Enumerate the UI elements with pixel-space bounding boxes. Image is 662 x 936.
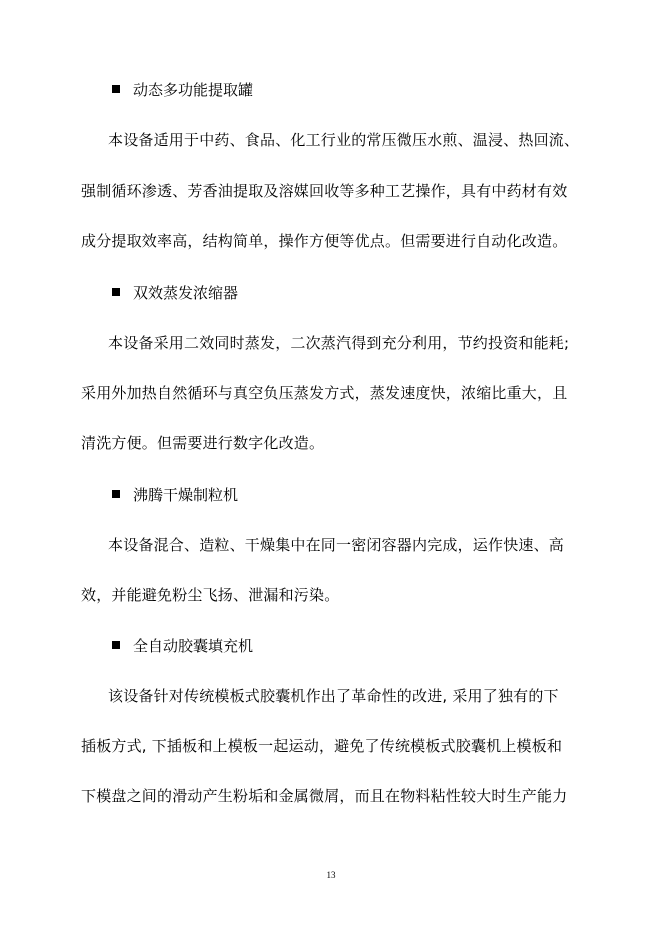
paragraph-line: 本设备适用于中药、食品、化工行业的常压微压水煎、温浸、热回流、	[108, 131, 580, 149]
paragraph-line: 下模盘之间的滑动产生粉垢和金属微屑，而且在物料粘性较大时生产能力	[81, 787, 568, 805]
paragraph-line: 强制循环渗透、芳香油提取及溶媒回收等多种工艺操作，具有中药材有效	[81, 182, 568, 200]
heading-text: 沸腾干燥制粒机	[133, 486, 239, 504]
section-heading	[112, 283, 238, 303]
heading-text: 双效蒸发浓缩器	[133, 284, 239, 302]
paragraph-line: 插板方式, 下插板和上模板一起运动，避免了传统模板式胶囊机上模板和	[81, 737, 563, 755]
paragraph-line: 清洗方便。但需要进行数字化改造。	[81, 434, 325, 452]
square-bullet-icon	[112, 641, 120, 649]
paragraph-line: 采用外加热自然循环与真空负压蒸发方式，蒸发速度快，浓缩比重大，且	[81, 384, 568, 402]
paragraph-line: 本设备采用二效同时蒸发，二次蒸汽得到充分利用，节约投资和能耗;	[108, 334, 570, 352]
square-bullet-icon	[112, 85, 120, 93]
paragraph-line: 本设备混合、造粒、干燥集中在同一密闭容器内完成，运作快速、高	[108, 536, 565, 554]
square-bullet-icon	[112, 490, 120, 498]
heading-text: 全自动胶囊填充机	[133, 637, 254, 655]
section-heading	[112, 80, 253, 100]
section-heading	[112, 485, 238, 505]
section-heading	[112, 636, 253, 656]
paragraph-line: 该设备针对传统模板式胶囊机作出了革命性的改进, 采用了独有的下	[108, 687, 559, 705]
paragraph-line: 效，并能避免粉尘飞扬、泄漏和污染。	[81, 586, 340, 604]
paragraph-line: 成分提取效率高，结构简单，操作方便等优点。但需要进行自动化改造。	[81, 232, 568, 250]
page-number: 13	[326, 870, 336, 880]
heading-text: 动态多功能提取罐	[133, 81, 254, 99]
square-bullet-icon	[112, 288, 120, 296]
